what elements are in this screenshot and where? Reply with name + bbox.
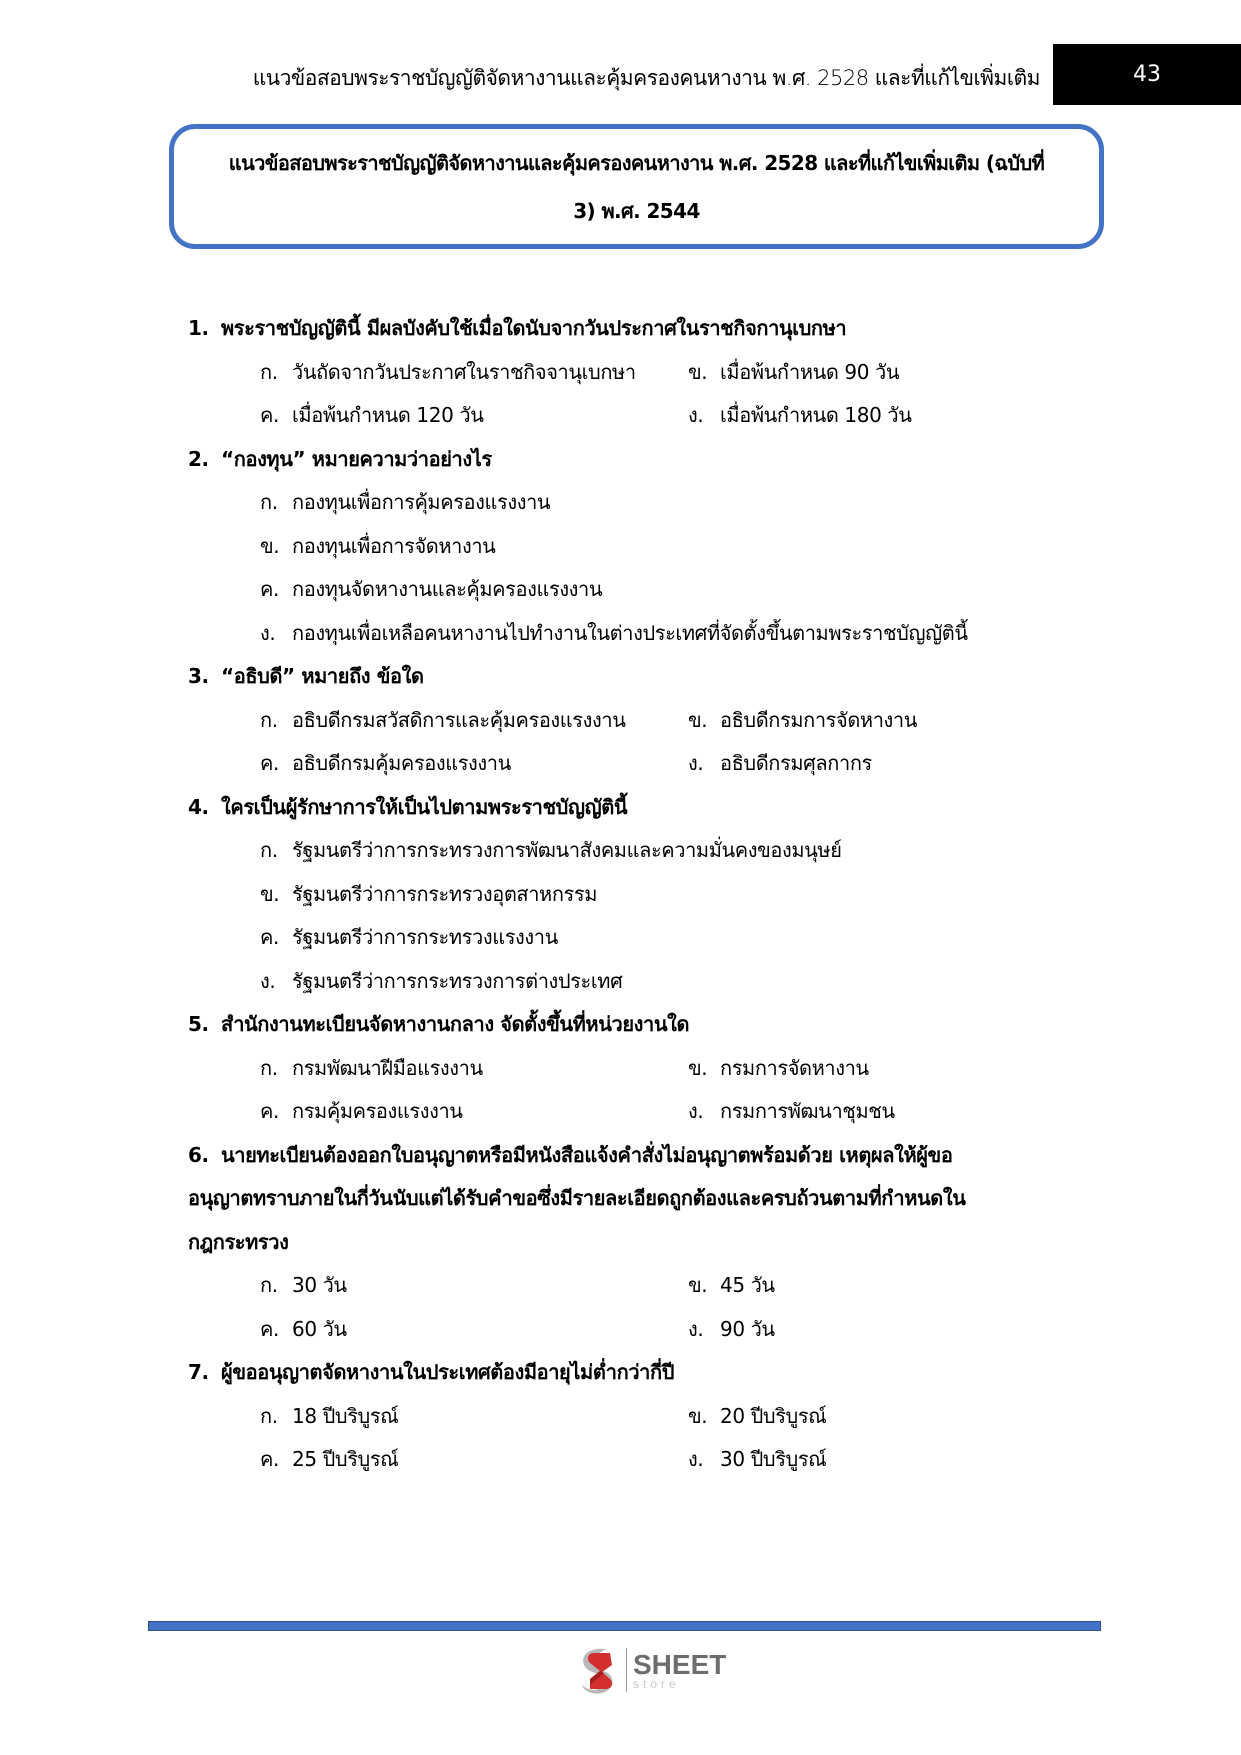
question-1 — [188, 307, 1093, 438]
option-b: ข. รัฐมนตรีว่าการกระทรวงอุตสาหกรรม — [260, 881, 598, 906]
question-text-line-1: นายทะเบียนต้องออกใบอนุญาตหรือมีหนังสือแจ้งคำสั่งไม่อนุญาตพร้อมด้วย เหตุผลให้ผู้ขอ — [221, 1142, 953, 1167]
question-text: “อธิบดี” หมายถึง ข้อใด — [221, 664, 424, 688]
question-stem — [188, 1003, 1093, 1047]
sheet-store-logo — [576, 1645, 726, 1695]
option-c: ค. เมื่อพ้นกำหนด 120 วัน — [260, 403, 484, 427]
question-3 — [188, 655, 1093, 786]
option-a: ก. วันถัดจากวันประกาศในราชกิจจานุเบกษา — [260, 359, 636, 384]
option-row — [188, 699, 1093, 743]
option-c: ค. 60 วัน — [260, 1316, 347, 1341]
option-d: ง. เมื่อพ้นกำหนด 180 วัน — [688, 403, 912, 427]
question-list — [188, 307, 1093, 1482]
document-title-line-2: 3) พ.ศ. 2544 — [573, 198, 700, 223]
question-2 — [188, 438, 1093, 656]
option-d: ง. รัฐมนตรีว่าการกระทรวงการต่างประเทศ — [260, 968, 623, 993]
question-4 — [188, 786, 1093, 1004]
option-c: ค. 25 ปีบริบูรณ์ — [260, 1447, 399, 1471]
question-text: ผู้ขออนุญาตจัดหางานในประเทศต้องมีอายุไม่ต่ำกว่ากี่ปี — [221, 1360, 675, 1384]
option-row — [188, 1090, 1093, 1134]
document-title-box — [169, 124, 1104, 249]
question-number: 6. — [188, 1142, 209, 1167]
option-d: ง. 30 ปีบริบูรณ์ — [688, 1447, 827, 1471]
question-number: 3. — [188, 664, 209, 688]
question-stem — [188, 1351, 1093, 1395]
option-d: ง. กรมการพัฒนาชุมชน — [688, 1099, 895, 1123]
option-a: ก. รัฐมนตรีว่าการกระทรวงการพัฒนาสังคมและความมั่นคงของมนุษย์ — [260, 838, 842, 862]
option-c: ค. อธิบดีกรมคุ้มครองแรงงาน — [260, 751, 511, 775]
option-row — [188, 1438, 1093, 1482]
option-b: ข. อธิบดีกรมการจัดหางาน — [688, 707, 918, 732]
document-title-line-1: แนวข้อสอบพระราชบัญญัติจัดหางานและคุ้มครองคนหางาน พ.ศ. 2528 และที่แก้ไขเพิ่มเติม (ฉบับที่ — [228, 150, 1045, 175]
question-stem — [188, 1134, 1093, 1265]
option-d: ง. 90 วัน — [688, 1316, 775, 1341]
option-d: ง. กองทุนเพื่อเหลือคนหางานไปทำงานในต่างประเทศที่จัดตั้งขึ้นตามพระราชบัญญัตินี้ — [260, 620, 968, 645]
option-b: ข. 45 วัน — [688, 1273, 775, 1297]
option-c: ค. รัฐมนตรีว่าการกระทรวงแรงงาน — [260, 925, 558, 949]
option-row — [188, 960, 1093, 1004]
question-text: ใครเป็นผู้รักษาการให้เป็นไปตามพระราชบัญญัตินี้ — [221, 794, 628, 819]
question-text-line-3: กฎกระทรวง — [188, 1229, 289, 1254]
page-number — [1053, 44, 1241, 105]
question-text: พระราชบัญญัตินี้ มีผลบังคับใช้เมื่อใดนับจากวันประกาศในราชกิจกานุเบกษา — [221, 316, 847, 340]
question-number: 1. — [188, 316, 209, 340]
question-number: 2. — [188, 446, 209, 471]
option-b: ข. เมื่อพ้นกำหนด 90 วัน — [688, 359, 900, 384]
option-c: ค. กองทุนจัดหางานและคุ้มครองแรงงาน — [260, 577, 603, 601]
footer-divider-bar — [148, 1621, 1101, 1631]
logo-text — [633, 1648, 727, 1691]
option-row — [188, 525, 1093, 569]
option-row — [188, 351, 1093, 395]
option-b: ข. 20 ปีบริบูรณ์ — [688, 1403, 827, 1428]
question-5 — [188, 1003, 1093, 1134]
question-number: 7. — [188, 1360, 209, 1384]
question-number: 4. — [188, 794, 209, 819]
option-row — [188, 568, 1093, 612]
question-stem — [188, 786, 1093, 830]
option-row — [188, 612, 1093, 656]
question-number: 5. — [188, 1012, 209, 1036]
question-6 — [188, 1134, 1093, 1352]
option-a: ก. กรมพัฒนาฝีมือแรงงาน — [260, 1055, 483, 1080]
question-stem — [188, 307, 1093, 351]
option-row — [188, 481, 1093, 525]
option-a: ก. อธิบดีกรมสวัสดิการและคุ้มครองแรงงาน — [260, 707, 626, 732]
option-row — [188, 1395, 1093, 1439]
option-d: ง. อธิบดีกรมศุลกากร — [688, 751, 872, 775]
question-text-line-2: อนุญาตทราบภายในกี่วันนับแต่ได้รับคำขอซึ่งมีรายละเอียดถูกต้องและครบถ้วนตามที่กำหนดใน — [188, 1186, 966, 1210]
page-number-text: 43 — [1133, 62, 1161, 87]
logo-divider — [626, 1648, 627, 1692]
option-row — [188, 1264, 1093, 1308]
logo-sub-text: store — [633, 1676, 680, 1691]
option-a: ก. 30 วัน — [260, 1273, 347, 1297]
question-text: สำนักงานทะเบียนจัดหางานกลาง จัดตั้งขึ้นที่หน่วยงานใด — [221, 1012, 690, 1036]
option-b: ข. กรมการจัดหางาน — [688, 1055, 869, 1080]
option-row — [188, 873, 1093, 917]
option-c: ค. กรมคุ้มครองแรงงาน — [260, 1099, 463, 1123]
option-a: ก. กองทุนเพื่อการคุ้มครองแรงงาน — [260, 490, 551, 514]
sheet-store-s-logo-icon — [576, 1645, 622, 1695]
question-stem — [188, 438, 1093, 482]
option-row — [188, 916, 1093, 960]
option-row — [188, 1308, 1093, 1352]
logo-brand-text: SHEET — [633, 1648, 727, 1680]
option-row — [188, 742, 1093, 786]
option-row — [188, 1047, 1093, 1091]
question-7 — [188, 1351, 1093, 1482]
option-a: ก. 18 ปีบริบูรณ์ — [260, 1403, 399, 1428]
running-header-title: แนวข้อสอบพระราชบัญญัติจัดหางานและคุ้มครองคนหางาน พ.ศ. 2528 และที่แก้ไขเพิ่มเติม — [252, 66, 1040, 90]
option-b: ข. กองทุนเพื่อการจัดหางาน — [260, 533, 496, 558]
option-row — [188, 829, 1093, 873]
question-stem — [188, 655, 1093, 699]
question-text: “กองทุน” หมายความว่าอย่างไร — [221, 446, 492, 471]
option-row — [188, 394, 1093, 438]
